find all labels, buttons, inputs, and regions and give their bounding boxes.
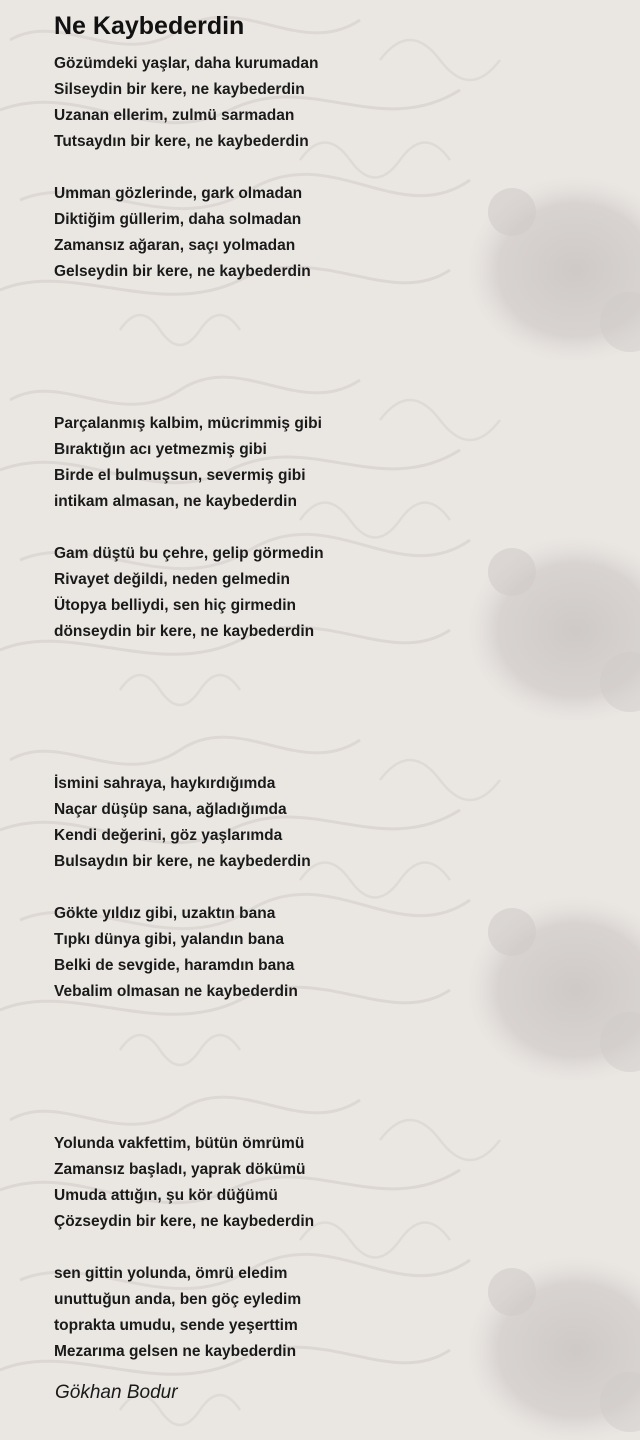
poem-line: Diktiğim güllerim, daha solmadan — [54, 211, 302, 228]
poem-line: Mezarıma gelsen ne kaybederdin — [54, 1343, 297, 1360]
poem-line: Vebalim olmasan ne kaybederdin — [54, 983, 298, 1000]
poem-line: Belki de sevgide, haramdın bana — [54, 957, 295, 974]
poem-line: Gam düştü bu çehre, gelip görmedin — [54, 545, 324, 562]
stanza-5 — [54, 771, 614, 875]
poem-line: Birde el bulmuşsun, severmiş gibi — [54, 467, 306, 484]
poem-line: Rivayet değildi, neden gelmedin — [54, 571, 290, 588]
stanza-7 — [54, 1131, 614, 1235]
poem-line: Bulsaydın bir kere, ne kaybederdin — [54, 853, 311, 870]
poem-line: unuttuğun anda, ben göç eyledim — [54, 1291, 302, 1308]
stanza-2 — [54, 181, 614, 285]
stanza-6 — [54, 901, 614, 1005]
poem-line: Çözseydin bir kere, ne kaybederdin — [54, 1213, 315, 1230]
stanza-3 — [54, 411, 614, 515]
poem-line: Silseydin bir kere, ne kaybederdin — [54, 81, 305, 98]
poem-line: Yolunda vakfettim, bütün ömrümü — [54, 1135, 305, 1152]
poem-line: Gelseydin bir kere, ne kaybederdin — [54, 263, 311, 280]
poem-line: Bıraktığın acı yetmezmiş gibi — [54, 441, 267, 458]
poem-line: intikam almasan, ne kaybederdin — [54, 493, 297, 510]
poem-line: İsmini sahraya, haykırdığımda — [54, 775, 276, 792]
stanza-4 — [54, 541, 614, 645]
poem-line: Tutsaydın bir kere, ne kaybederdin — [54, 133, 309, 150]
poem-line: Naçar düşüp sana, ağladığımda — [54, 801, 287, 818]
poem-line: Gözümdeki yaşlar, daha kurumadan — [54, 55, 319, 72]
poem-line: Kendi değerini, göz yaşlarımda — [54, 827, 283, 844]
poem-line: dönseydin bir kere, ne kaybederdin — [54, 623, 315, 640]
poem-author: Gökhan Bodur — [55, 1382, 178, 1403]
poem-line: Umuda attığın, şu kör düğümü — [54, 1187, 278, 1204]
poem-title: Ne Kaybederdin — [54, 12, 245, 40]
poem-line: Zamansız başladı, yaprak dökümü — [54, 1161, 306, 1178]
poem-line: Gökte yıldız gibi, uzaktın bana — [54, 905, 276, 922]
poem-line: sen gittin yolunda, ömrü eledim — [54, 1265, 288, 1282]
poem-line: Parçalanmış kalbim, mücrimmiş gibi — [54, 415, 322, 432]
poem-line: toprakta umudu, sende yeşerttim — [54, 1317, 298, 1334]
stanza-8 — [54, 1261, 614, 1365]
poem-line: Zamansız ağaran, saçı yolmadan — [54, 237, 296, 254]
poem-line: Ütopya belliydi, sen hiç girmedin — [54, 597, 297, 614]
poem-line: Tıpkı dünya gibi, yalandın bana — [54, 931, 284, 948]
poem-line: Uzanan ellerim, zulmü sarmadan — [54, 107, 295, 124]
poem-line: Umman gözlerinde, gark olmadan — [54, 185, 303, 202]
stanza-1 — [54, 51, 614, 155]
